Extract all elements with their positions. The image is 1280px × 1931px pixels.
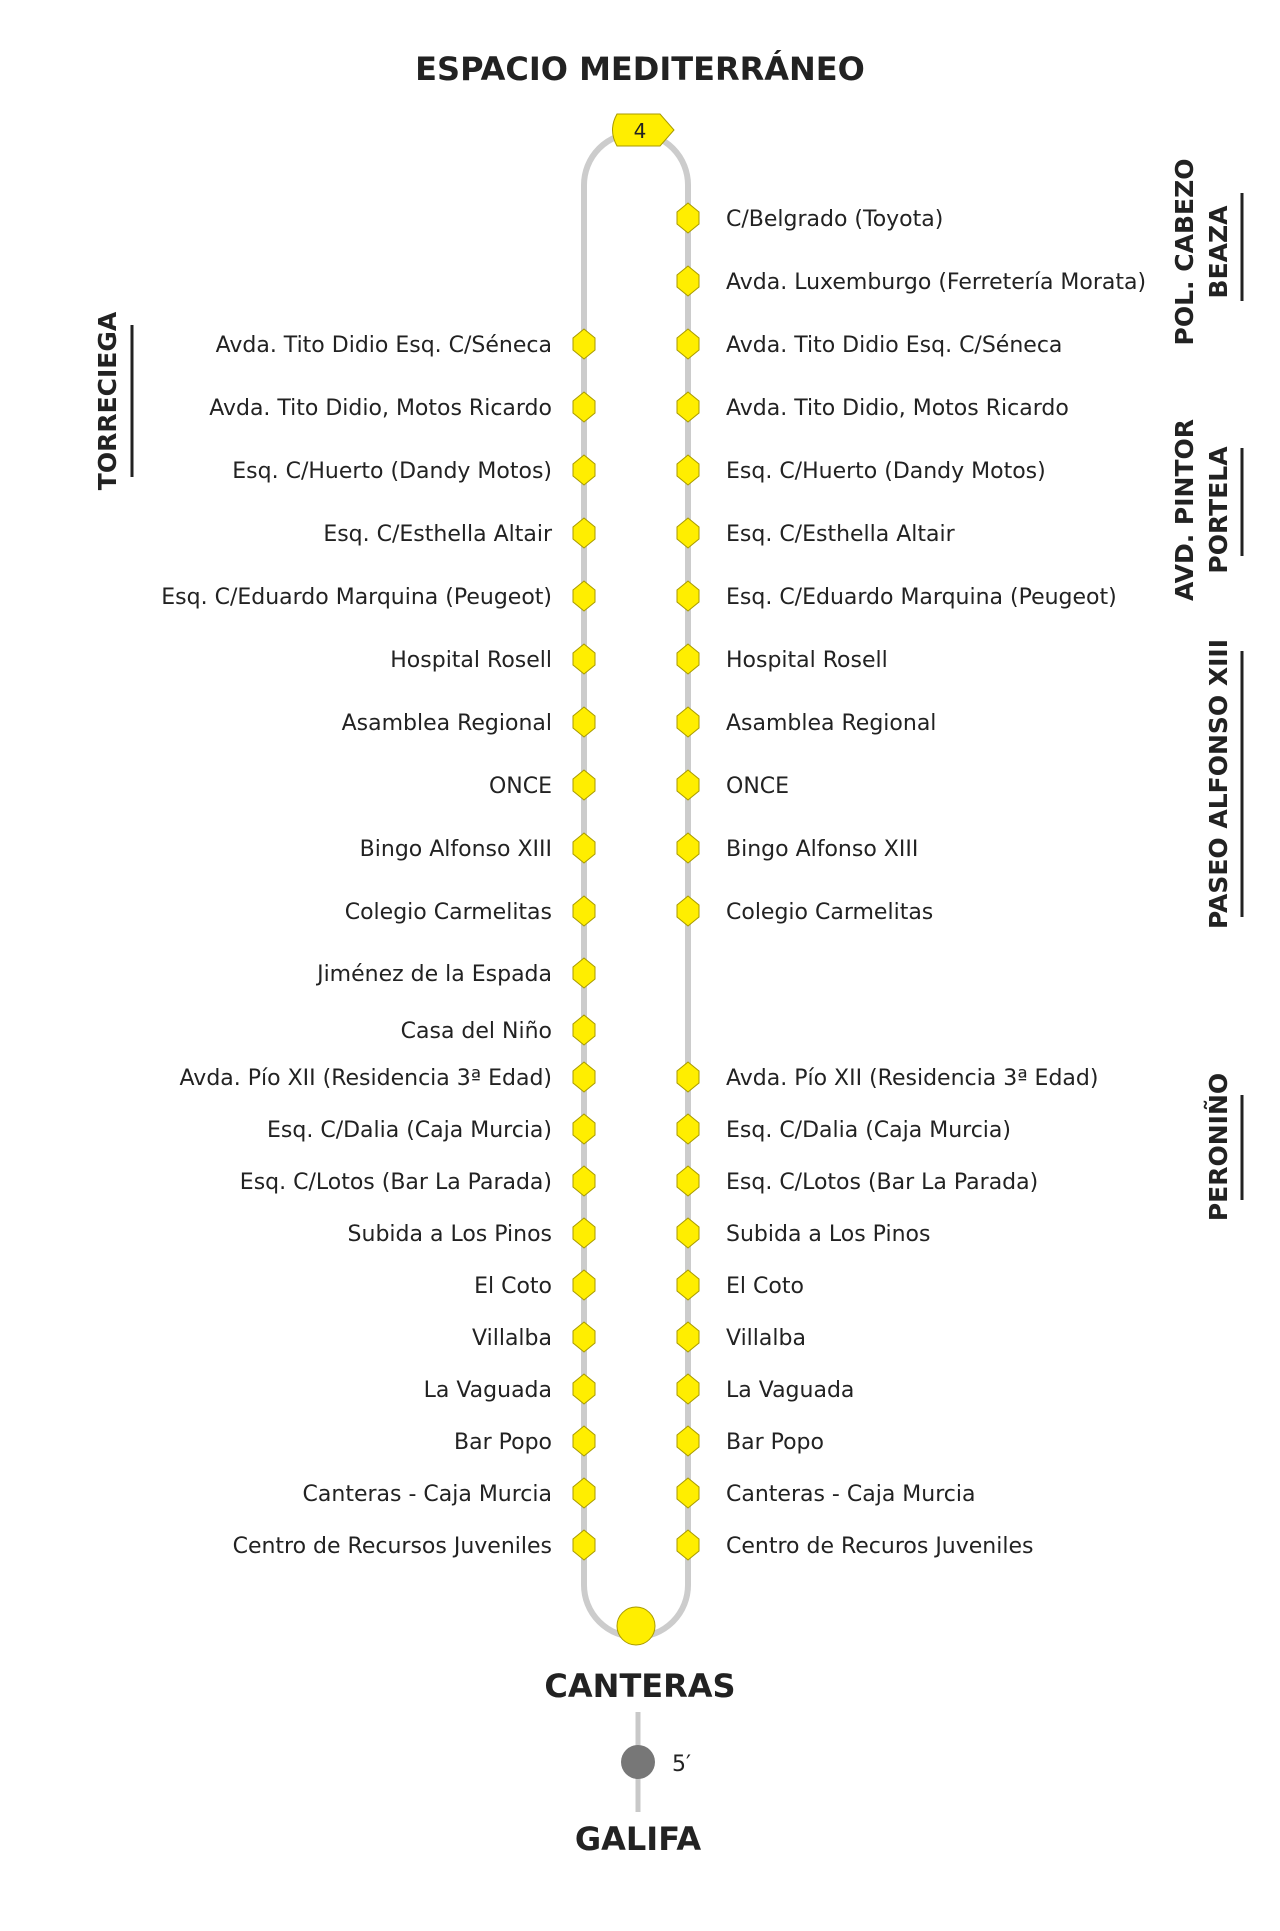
stop-label: Esq. C/Dalia (Caja Murcia) — [267, 1118, 552, 1143]
stop-right — [677, 392, 1069, 422]
stop-right — [677, 203, 943, 233]
stop-label: Avda. Tito Didio Esq. C/Séneca — [215, 333, 552, 358]
stop-left — [345, 896, 595, 926]
stop-left — [323, 518, 595, 548]
stop-label: Esq. C/Huerto (Dandy Motos) — [232, 459, 552, 484]
stop-marker — [573, 707, 595, 737]
stop-right — [677, 1218, 930, 1248]
stop-label: Hospital Rosell — [390, 648, 552, 673]
stop-right — [677, 896, 933, 926]
stop-label: Avda. Luxemburgo (Ferretería Morata) — [726, 270, 1147, 295]
stop-label: Asamblea Regional — [726, 711, 937, 736]
stop-label: Casa del Niño — [400, 1019, 552, 1044]
stop-label: Colegio Carmelitas — [726, 900, 934, 925]
zone-torreciega — [93, 311, 132, 490]
zone-label-line-1: POL. CABEZO — [1170, 158, 1199, 346]
stop-left — [424, 1374, 595, 1404]
zone-avd-pintor-portela — [1170, 419, 1242, 601]
stop-right — [677, 644, 888, 674]
stop-right — [677, 1322, 806, 1352]
stop-marker — [677, 329, 699, 359]
stop-left — [216, 329, 595, 359]
stop-label: Esq. C/Eduardo Marquina (Peugeot) — [161, 585, 552, 610]
stop-left — [360, 833, 595, 863]
stop-marker — [573, 455, 595, 485]
stop-label: ONCE — [726, 774, 790, 799]
stop-marker — [677, 1322, 699, 1352]
zone-label-line-2: BEAZA — [1204, 205, 1233, 299]
stop-marker — [573, 896, 595, 926]
stop-marker — [677, 707, 699, 737]
stop-label: Avda. Pío XII (Residencia 3ª Edad) — [179, 1066, 552, 1091]
stop-marker — [573, 1270, 595, 1300]
stop-label: Bingo Alfonso XIII — [726, 837, 919, 862]
stop-marker — [573, 644, 595, 674]
stop-label: Canteras - Caja Murcia — [302, 1482, 552, 1507]
stop-marker — [573, 392, 595, 422]
stop-marker — [573, 833, 595, 863]
stop-label: Esq. C/Eduardo Marquina (Peugeot) — [726, 585, 1117, 610]
stop-right — [677, 833, 918, 863]
stop-marker — [573, 1530, 595, 1560]
stop-label: Villalba — [472, 1326, 552, 1351]
stop-marker — [677, 266, 699, 296]
stop-label: Avda. Tito Didio, Motos Ricardo — [209, 396, 552, 421]
stop-left — [267, 1114, 595, 1144]
line-number-badge — [613, 114, 675, 146]
stop-label: Jiménez de la Espada — [317, 962, 552, 987]
stop-marker — [573, 958, 595, 988]
stop-label: Avda. Tito Didio, Motos Ricardo — [726, 396, 1069, 421]
stop-label: El Coto — [474, 1274, 552, 1299]
terminus-bottom-stop — [617, 1607, 655, 1645]
stop-marker — [677, 770, 699, 800]
stop-label: Avda. Pío XII (Residencia 3ª Edad) — [726, 1066, 1099, 1091]
stop-right — [677, 1062, 1098, 1092]
stop-marker — [677, 1062, 699, 1092]
line-number: 4 — [633, 119, 647, 143]
stop-marker — [677, 581, 699, 611]
stop-marker — [677, 1374, 699, 1404]
stop-left — [489, 770, 595, 800]
stop-left — [472, 1322, 595, 1352]
stop-marker — [573, 581, 595, 611]
extension-stop — [621, 1745, 655, 1779]
stop-label: El Coto — [726, 1274, 804, 1299]
stop-left — [240, 1166, 595, 1196]
stop-label: Bar Popo — [454, 1430, 552, 1455]
stop-right — [677, 1166, 1038, 1196]
stop-marker — [677, 896, 699, 926]
stop-marker — [573, 1426, 595, 1456]
stop-marker — [677, 1114, 699, 1144]
stop-label: Asamblea Regional — [341, 711, 552, 736]
stop-left — [233, 1530, 595, 1560]
stop-left — [161, 581, 595, 611]
zone-pol-cabezo-beaza — [1170, 159, 1242, 346]
stop-label: Esq. C/Lotos (Bar La Parada) — [726, 1170, 1039, 1195]
stop-label: Colegio Carmelitas — [344, 900, 552, 925]
stop-right — [677, 455, 1046, 485]
zone-label: TORRECIEGA — [93, 311, 122, 491]
stop-label: Centro de Recursos Juveniles — [232, 1534, 552, 1559]
stop-marker — [677, 392, 699, 422]
stop-marker — [677, 1478, 699, 1508]
stop-left — [232, 455, 595, 485]
stop-left — [180, 1062, 595, 1092]
stop-marker — [573, 1478, 595, 1508]
stop-label: Avda. Tito Didio Esq. C/Séneca — [726, 333, 1063, 358]
stop-marker — [677, 1530, 699, 1560]
stop-marker — [677, 455, 699, 485]
zone-label-line-2: PORTELA — [1204, 446, 1233, 574]
stop-label: La Vaguada — [726, 1378, 855, 1403]
stop-right — [677, 707, 936, 737]
stop-right — [677, 329, 1062, 359]
stop-right — [677, 1270, 804, 1300]
stop-marker — [677, 1218, 699, 1248]
extension-destination: GALIFA — [574, 1820, 702, 1858]
stop-marker — [677, 203, 699, 233]
terminus-bottom-title: CANTERAS — [544, 1667, 736, 1705]
stop-marker — [677, 1166, 699, 1196]
stop-label: Subida a Los Pinos — [726, 1222, 931, 1247]
stop-label: Esq. C/Esthella Altair — [726, 522, 955, 547]
stop-right — [677, 1530, 1033, 1560]
stop-marker — [677, 1270, 699, 1300]
stop-label: C/Belgrado (Toyota) — [726, 207, 944, 232]
terminus-top-title: ESPACIO MEDITERRÁNEO — [415, 50, 865, 88]
stop-left — [315, 958, 595, 988]
stop-marker — [677, 644, 699, 674]
stop-left — [474, 1270, 595, 1300]
zone-label-line-1: AVD. PINTOR — [1170, 418, 1199, 602]
stop-marker — [573, 1218, 595, 1248]
extension-time: 5′ — [672, 1752, 691, 1777]
stop-label: Bar Popo — [726, 1430, 824, 1455]
stop-marker — [677, 518, 699, 548]
zone-label: PASEO ALFONSO XIII — [1204, 638, 1233, 930]
stop-label: Villalba — [726, 1326, 806, 1351]
stop-left — [303, 1478, 595, 1508]
stop-label: Subida a Los Pinos — [347, 1222, 552, 1247]
stop-right — [677, 518, 956, 548]
stop-label: Hospital Rosell — [726, 648, 888, 673]
right-stops — [677, 203, 1146, 1560]
stop-right — [677, 1426, 824, 1456]
stop-marker — [573, 1322, 595, 1352]
stop-marker — [573, 1166, 595, 1196]
stop-right — [677, 1114, 1011, 1144]
stop-label: La Vaguada — [423, 1378, 552, 1403]
stop-left — [401, 1015, 595, 1045]
stop-right — [677, 266, 1146, 296]
stop-marker — [677, 1426, 699, 1456]
zone-peronino — [1204, 1073, 1242, 1221]
stop-label: Esq. C/Dalia (Caja Murcia) — [726, 1118, 1011, 1143]
stop-marker — [573, 1114, 595, 1144]
stop-label: Esq. C/Lotos (Bar La Parada) — [239, 1170, 552, 1195]
stop-right — [677, 581, 1117, 611]
stop-right — [677, 1374, 854, 1404]
stop-label: Canteras - Caja Murcia — [726, 1482, 976, 1507]
stop-marker — [573, 1374, 595, 1404]
stop-right — [677, 1478, 975, 1508]
stop-marker — [573, 770, 595, 800]
stop-marker — [573, 1062, 595, 1092]
stop-label: ONCE — [488, 774, 552, 799]
stop-right — [677, 770, 789, 800]
stop-left — [209, 392, 595, 422]
left-stops — [161, 329, 595, 1560]
zone-label: PERONIÑO — [1204, 1072, 1233, 1222]
stop-marker — [573, 329, 595, 359]
stop-marker — [573, 518, 595, 548]
stop-label: Esq. C/Esthella Altair — [323, 522, 552, 547]
zone-paseo-alfonso-xiii — [1204, 639, 1242, 929]
stop-marker — [677, 833, 699, 863]
stop-label: Centro de Recuros Juveniles — [726, 1534, 1034, 1559]
stop-label: Bingo Alfonso XIII — [359, 837, 552, 862]
route-loop-line — [584, 133, 688, 1637]
stop-label: Esq. C/Huerto (Dandy Motos) — [726, 459, 1046, 484]
stop-left — [348, 1218, 595, 1248]
stop-left — [454, 1426, 595, 1456]
stop-left — [342, 707, 595, 737]
stop-left — [390, 644, 595, 674]
stop-marker — [573, 1015, 595, 1045]
